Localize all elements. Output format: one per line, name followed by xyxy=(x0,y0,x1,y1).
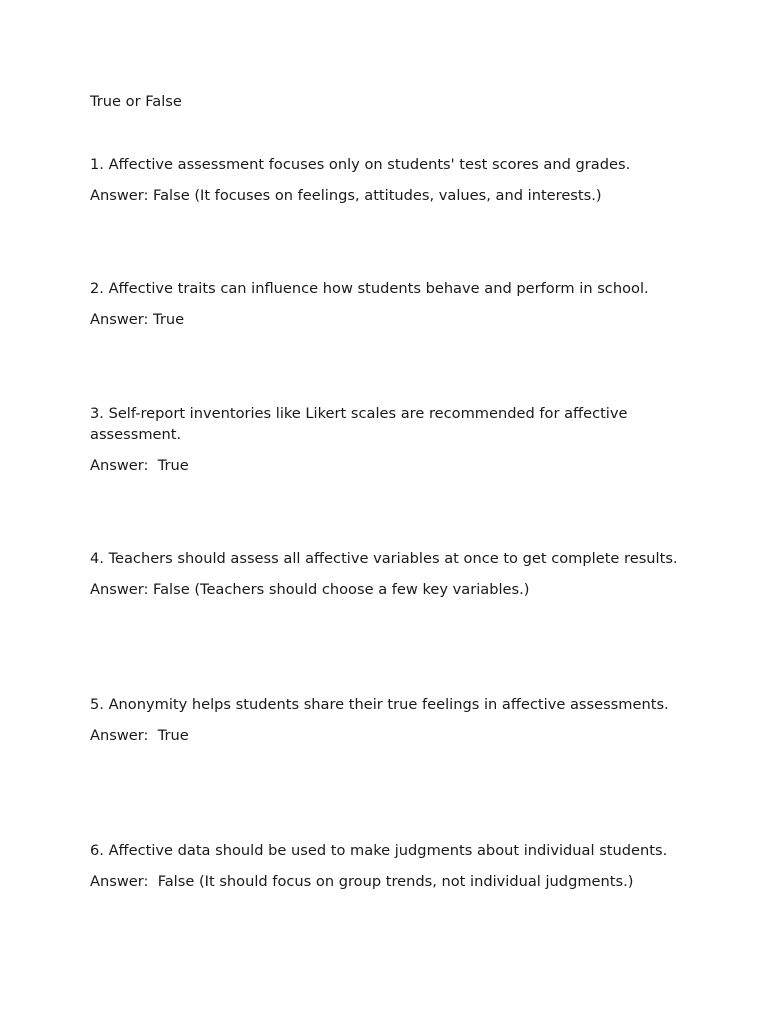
answer-text: Answer: True xyxy=(90,727,189,744)
question-text: 2. Affective traits can influence how students behave and perform in school. xyxy=(90,280,649,297)
answer-text: Answer: True xyxy=(90,311,185,328)
quiz-item-6 xyxy=(90,840,680,892)
quiz-item-3 xyxy=(90,403,680,476)
answer-text: Answer: True xyxy=(90,457,189,474)
question-text: 4. Teachers should assess all affective variables at once to get complete results. xyxy=(90,550,678,567)
question-text: 6. Affective data should be used to make judgments about individual students. xyxy=(90,842,668,859)
question-text: 1. Affective assessment focuses only on students' test scores and grades. xyxy=(90,156,631,173)
quiz-item-1 xyxy=(90,154,680,206)
question-text: 3. Self-report inventories like Likert scales are recommended for affective assessment. xyxy=(90,405,628,443)
answer-text: Answer: False (Teachers should choose a few key variables.) xyxy=(90,581,530,598)
question-text: 5. Anonymity helps students share their true feelings in affective assessments. xyxy=(90,696,669,713)
quiz-item-2 xyxy=(90,278,680,330)
quiz-item-5 xyxy=(90,694,680,746)
answer-text: Answer: False (It focuses on feelings, attitudes, values, and interests.) xyxy=(90,187,602,204)
answer-text: Answer: False (It should focus on group trends, not individual judgments.) xyxy=(90,873,634,890)
quiz-item-4 xyxy=(90,548,680,600)
document-title: True or False xyxy=(90,93,182,110)
